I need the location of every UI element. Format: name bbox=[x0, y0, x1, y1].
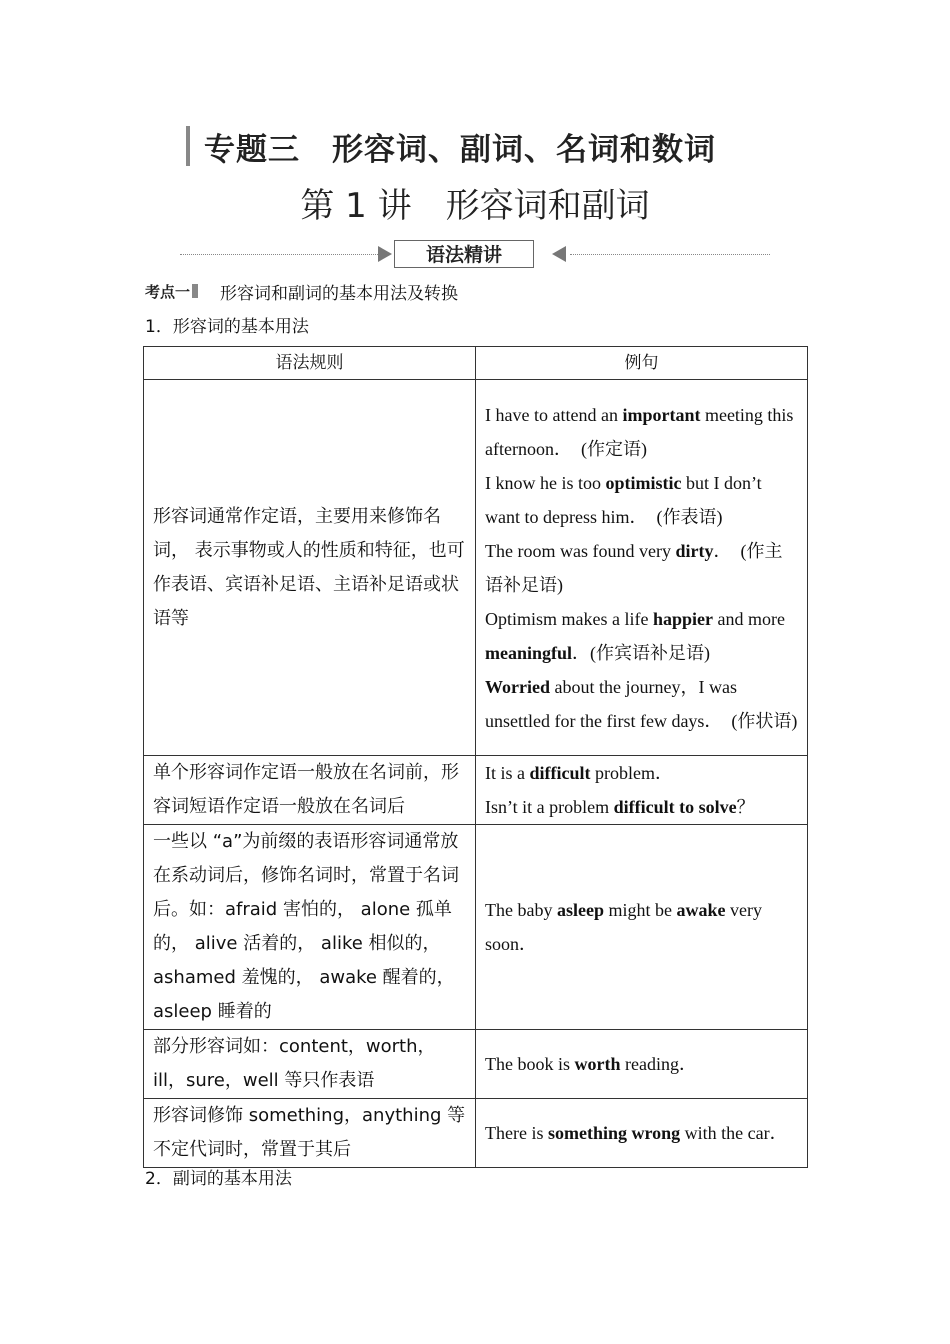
example-text: Optimism makes a life bbox=[485, 608, 653, 629]
example-sentence bbox=[485, 756, 798, 790]
section-heading-adverb: 2．副词的基本用法 bbox=[145, 1169, 292, 1189]
kaodian-tag: 考点一 bbox=[145, 282, 191, 301]
rule-cell: 部分形容词如：content，worth，ill，sure，well 等只作表语 bbox=[144, 1030, 476, 1099]
table-body bbox=[144, 380, 808, 1168]
example-text: with the car． bbox=[680, 1123, 788, 1143]
banner-label: 语法精讲 bbox=[394, 240, 534, 268]
example-text: very soon． bbox=[485, 900, 767, 954]
example-sentence bbox=[485, 534, 798, 602]
example-text: ．(作宾语补足语) bbox=[572, 642, 711, 663]
kaodian-title: 形容词和副词的基本用法及转换 bbox=[220, 283, 459, 304]
example-keyword: difficult to solve bbox=[613, 797, 737, 817]
title-bar-decoration bbox=[186, 126, 190, 166]
example-keyword: something wrong bbox=[547, 1123, 681, 1143]
banner-dotted-line-right bbox=[570, 254, 770, 255]
table-header-row bbox=[144, 347, 808, 380]
example-text: I know he is too bbox=[485, 472, 606, 493]
example-text: ？ bbox=[736, 797, 755, 817]
table-row bbox=[144, 1030, 808, 1099]
rule-cell: 单个形容词作定语一般放在名词前，形容词短语作定语一般放在名词后 bbox=[144, 756, 476, 825]
example-text: might be bbox=[603, 900, 677, 920]
example-sentence bbox=[485, 1047, 798, 1081]
sub-title: 第 1 讲 形容词和副词 bbox=[300, 186, 650, 226]
example-sentence bbox=[485, 670, 798, 738]
example-sentence bbox=[485, 1116, 798, 1150]
banner-arrow-left-icon bbox=[378, 246, 392, 262]
example-cell bbox=[476, 756, 808, 825]
table-row bbox=[144, 380, 808, 756]
example-text: problem． bbox=[590, 763, 673, 783]
main-title-text: 专题三 形容词、副词、名词和数词 bbox=[204, 131, 716, 168]
rule-cell: 形容词修饰 something，anything 等不定代词时，常置于其后 bbox=[144, 1099, 476, 1168]
example-keyword: optimistic bbox=[605, 472, 682, 493]
example-keyword: important bbox=[622, 404, 701, 425]
example-cell bbox=[476, 1099, 808, 1168]
table-row bbox=[144, 1099, 808, 1168]
table-header-rule: 语法规则 bbox=[144, 347, 476, 380]
example-text: The baby bbox=[485, 900, 557, 920]
main-title bbox=[186, 124, 716, 168]
example-text: Isn’t it a problem bbox=[485, 797, 614, 817]
table-row bbox=[144, 825, 808, 1030]
example-cell bbox=[476, 825, 808, 1030]
example-text: I have to attend an bbox=[485, 404, 623, 425]
table-header-example: 例句 bbox=[476, 347, 808, 380]
example-text: The room was found very bbox=[485, 540, 676, 561]
example-text: reading． bbox=[620, 1054, 697, 1074]
section-heading-adjective: 1．形容词的基本用法 bbox=[145, 317, 309, 337]
example-text: about the journey，I was unsettled for the first few days． (作状语) bbox=[485, 676, 798, 731]
example-keyword: asleep bbox=[556, 900, 604, 920]
example-sentence bbox=[485, 790, 798, 824]
example-keyword: awake bbox=[676, 900, 726, 920]
example-text: meeting this afternoon． (作定语) bbox=[485, 404, 798, 459]
example-sentence bbox=[485, 602, 798, 670]
example-text: There is bbox=[485, 1123, 548, 1143]
example-keyword: meaningful bbox=[485, 642, 573, 663]
example-keyword: Worried bbox=[485, 676, 550, 697]
example-cell bbox=[476, 1030, 808, 1099]
section-banner bbox=[180, 238, 770, 270]
kaodian-marker-icon bbox=[192, 284, 198, 298]
banner-arrow-right-icon bbox=[552, 246, 566, 262]
example-keyword: difficult bbox=[529, 763, 591, 783]
example-text: ． (作主语补足语) bbox=[485, 540, 783, 595]
kaodian-heading bbox=[145, 280, 458, 302]
grammar-table bbox=[143, 346, 808, 1168]
example-text: The book is bbox=[485, 1054, 575, 1074]
example-keyword: dirty bbox=[675, 540, 714, 561]
example-cell bbox=[476, 380, 808, 756]
table-row bbox=[144, 756, 808, 825]
rule-cell: 形容词通常作定语，主要用来修饰名词， 表示事物或人的性质和特征，也可作表语、宾语补足语、主语补足语或状语等 bbox=[144, 380, 476, 756]
example-sentence bbox=[485, 398, 798, 466]
banner-dotted-line-left bbox=[180, 254, 380, 255]
example-sentence bbox=[485, 466, 798, 534]
example-text: and more bbox=[712, 608, 790, 629]
example-text: but I don’t want to depress him． (作表语) bbox=[485, 472, 767, 527]
example-keyword: happier bbox=[652, 608, 713, 629]
example-sentence bbox=[485, 893, 798, 961]
rule-cell: 一些以 “a”为前缀的表语形容词通常放在系动词后，修饰名词时，常置于名词后。如：afraid 害怕的， alone 孤单的， alive 活着的， alike 相似的， ashamed 羞愧的， awake 醒着的，asleep 睡着的 bbox=[144, 825, 476, 1030]
example-text: It is a bbox=[485, 763, 530, 783]
example-keyword: worth bbox=[574, 1054, 621, 1074]
